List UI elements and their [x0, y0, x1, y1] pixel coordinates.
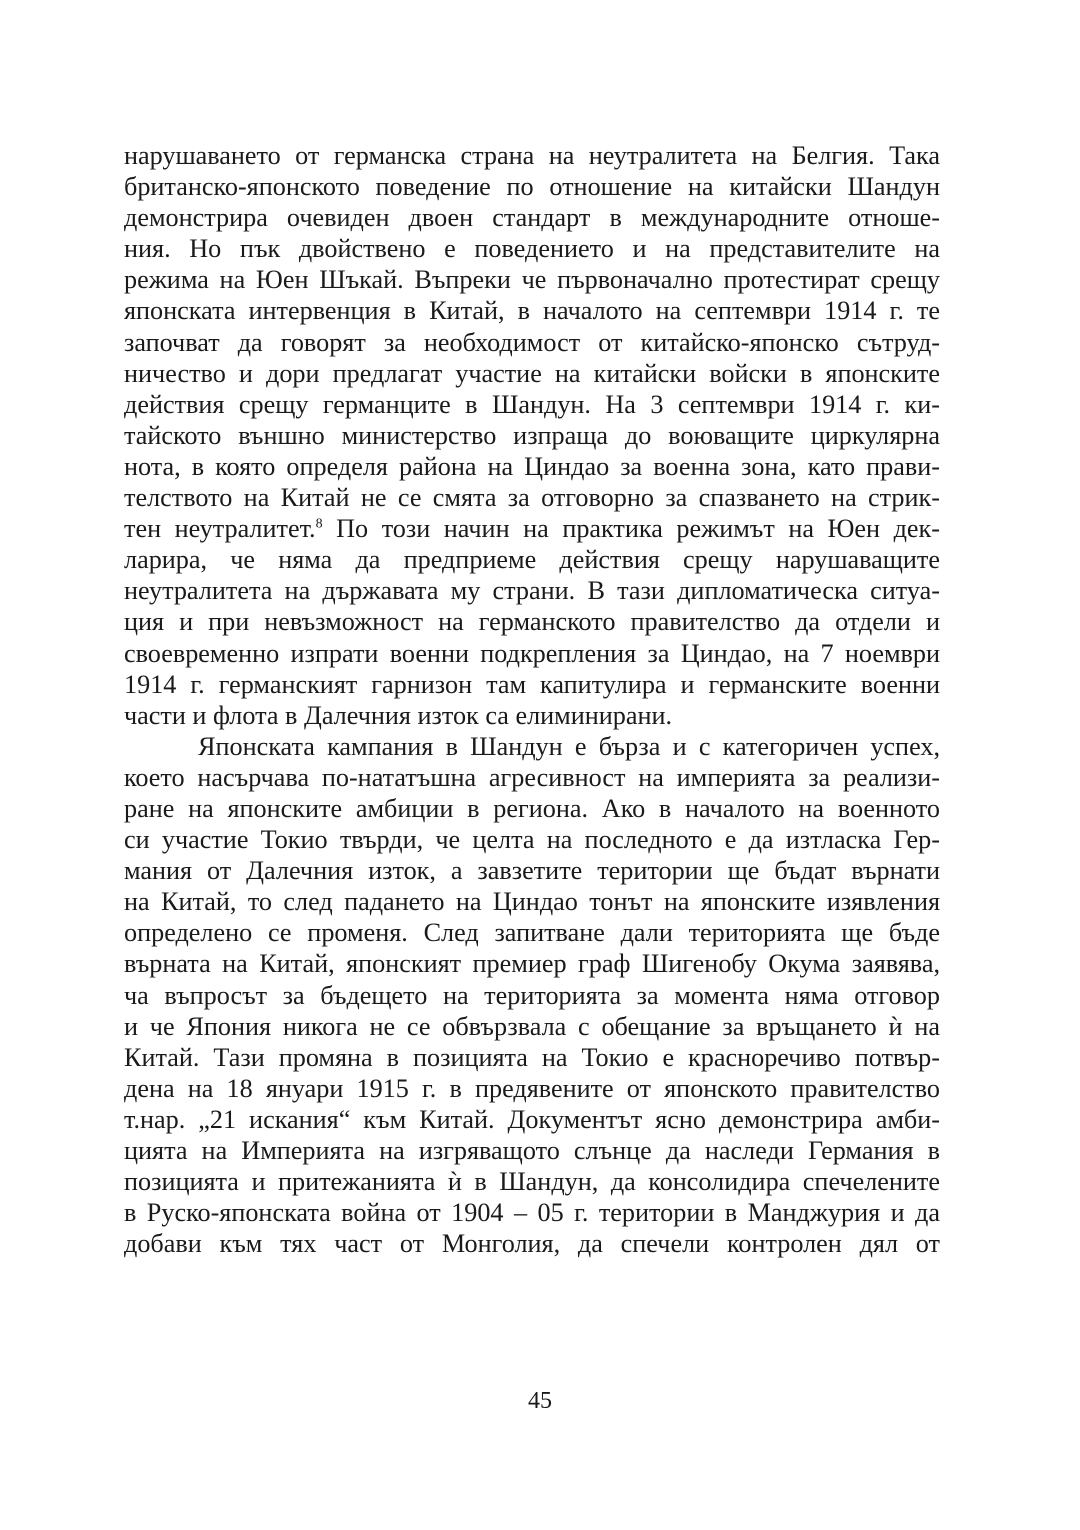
text-line: Китай. Тази промяна в позицията на Токио е красноречиво потвър-	[124, 1042, 940, 1072]
text-line: т.нар. „21 искания“ към Китай. Документът ясно демонстрира амби-	[124, 1104, 940, 1134]
text-segment: тен неутралитет.	[124, 514, 316, 544]
text-line: своевременно изпрати военни подкрепления за Циндао, на 7 ноември	[124, 638, 940, 668]
text-line: ния. Но пък двойствено е поведението и на представителите на	[124, 234, 940, 264]
text-line: позицията и притежанията ѝ в Шандун, да консолидира спечелените	[124, 1167, 940, 1197]
text-line-with-footnote	[124, 513, 940, 544]
body-text	[124, 140, 940, 1259]
text-line: си участие Токио твърди, че целта на последното е да изтласка Гер-	[124, 825, 940, 855]
text-segment: По този начин на практика режимът на Юен дек-	[322, 514, 940, 544]
paragraph-1	[124, 140, 940, 731]
text-line: на Китай, то след падането на Циндао тонът на японските изявления	[124, 887, 940, 917]
text-line: Японската кампания в Шандун е бърза и с категоричен успех,	[198, 731, 940, 761]
text-line: дена на 18 януари 1915 г. в предявените от японското правителство	[124, 1073, 940, 1103]
text-line: мания от Далечния изток, а завзетите територии ще бъдат върнати	[124, 856, 940, 886]
page-number: 45	[528, 1388, 552, 1414]
text-line: нота, в която определя района на Циндао за военна зона, като прави-	[124, 451, 940, 481]
text-line: върната на Китай, японският премиер граф Шигенобу Окума заявява,	[124, 949, 940, 979]
text-line: 1914 г. германският гарнизон там капитулира и германските военни	[124, 669, 940, 699]
text-line: и че Япония никога не се обвързвала с обещание за връщането ѝ на	[124, 1011, 940, 1041]
text-line: определено се променя. След запитване дали територията ще бъде	[124, 918, 940, 948]
text-line: цията на Империята на изгряващото слънце да наследи Германия в	[124, 1136, 940, 1165]
text-line: ция и при невъзможност на германското правителство да отдели и	[124, 607, 940, 637]
footnote-reference: 8	[315, 516, 323, 532]
text-line: действия срещу германците в Шандун. На 3 септември 1914 г. ки-	[124, 389, 940, 419]
text-line: което насърчава по-нататъшна агресивност на империята за реализи-	[124, 762, 940, 792]
text-line: демонстрира очевиден двоен стандарт в международните отноше-	[124, 203, 940, 233]
text-line: ране на японските амбиции в региона. Ако в началото на военното	[124, 793, 940, 823]
text-line: в Руско-японската война от 1904 – 05 г. територии в Манджурия и да	[124, 1198, 940, 1228]
text-line: телството на Китай не се смята за отговорно за спазването на стрик-	[124, 483, 940, 513]
text-line: добави към тях част от Монголия, да спечели контролен дял от	[124, 1229, 940, 1259]
text-line: ларира, че няма да предприеме действия срещу нарушаващите	[124, 545, 940, 575]
paragraph-2	[124, 731, 940, 1260]
text-line: започват да говорят за необходимост от китайско-японско сътруд-	[124, 327, 940, 357]
text-line: части и флота в Далечния изток са елиминирани.	[124, 700, 673, 730]
text-line: японската интервенция в Китай, в началото на септември 1914 г. те	[124, 296, 940, 326]
text-line: тайското външно министерство изпраща до воюващите циркулярна	[124, 420, 940, 450]
text-line: неутралитета на държавата му страни. В тази дипломатическа ситуа-	[124, 576, 940, 606]
text-line: ча въпросът за бъдещето на територията за момента няма отговор	[124, 980, 940, 1010]
text-line: нарушаването от германска страна на неутралитета на Белгия. Така	[124, 141, 940, 170]
text-line: британско-японското поведение по отношение на китайски Шандун	[124, 172, 940, 202]
text-line: режима на Юен Шъкай. Въпреки че първоначално протестират срещу	[124, 265, 940, 295]
text-line: ничество и дори предлагат участие на китайски войски в японските	[124, 358, 940, 388]
